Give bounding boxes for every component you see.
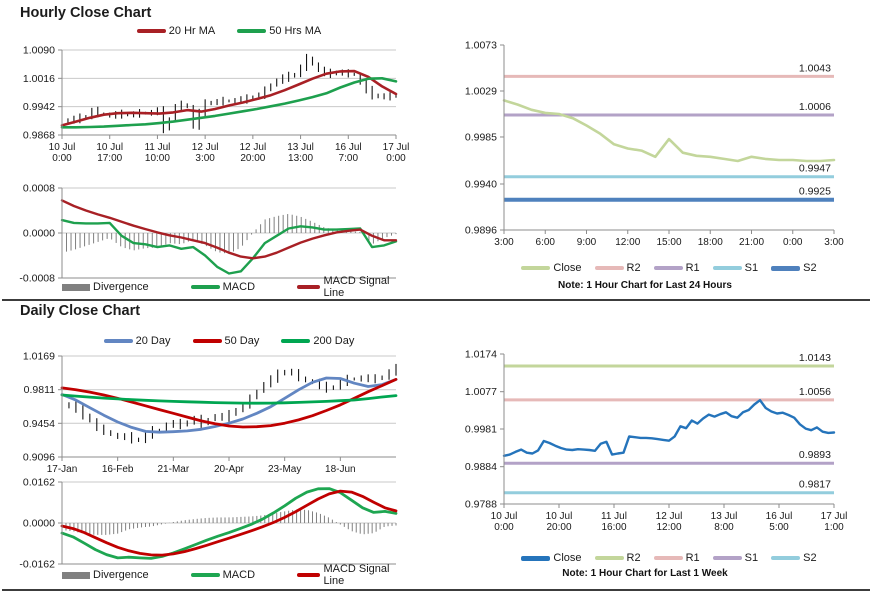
- line-swatch-icon: [521, 556, 550, 561]
- x-tick-label: 11 Jul: [601, 511, 627, 522]
- x-tick-label: 11 Jul: [144, 142, 171, 153]
- line-swatch-icon: [237, 29, 266, 33]
- y-tick-label: 1.0073: [464, 39, 497, 52]
- daily-pivot-chart: [465, 349, 847, 534]
- legend-item-close: [521, 552, 581, 564]
- series-close: [504, 400, 834, 456]
- hourly-price-chart: [23, 45, 409, 165]
- y-tick-label: 0.9788: [464, 498, 497, 511]
- legend-label: R2: [626, 262, 641, 274]
- legend-label: MACD: [222, 569, 256, 581]
- x-tick-label: 10 Jul: [48, 142, 76, 153]
- series-20-day: [62, 378, 396, 432]
- legend-item-macd-signal-line: [297, 275, 396, 299]
- legend-item-divergence: [62, 281, 149, 293]
- y-tick-label: 0.9884: [464, 461, 497, 474]
- line-swatch-icon: [595, 266, 624, 270]
- series-20-hr-ma: [62, 71, 396, 125]
- line-swatch-icon: [137, 29, 166, 33]
- legend-label: 50 Hrs MA: [269, 25, 322, 37]
- legend-label: S2: [803, 262, 817, 274]
- line-swatch-icon: [191, 285, 220, 289]
- y-tick-label: 1.0016: [22, 72, 55, 85]
- hourly-pivot-legend: [504, 261, 834, 275]
- x-tick-label: 10 Jul: [96, 142, 124, 153]
- legend-item-close: [521, 262, 581, 274]
- x-tick-label: 15:00: [656, 237, 682, 248]
- pivot-label-S2: 0.9925: [798, 185, 831, 198]
- daily-section-title: Daily Close Chart: [20, 303, 141, 319]
- daily-macd-chart: [19, 477, 396, 571]
- y-tick-label: 1.0174: [464, 348, 497, 361]
- y-tick-label: -0.0008: [19, 272, 55, 285]
- legend-item-r2: [595, 552, 641, 564]
- daily-macd-legend: [62, 563, 396, 587]
- y-tick-label: 0.0000: [22, 517, 55, 530]
- hourly-ma-legend: [62, 24, 396, 38]
- legend-item-200-day: [281, 335, 354, 347]
- bar-swatch-icon: [62, 572, 90, 579]
- hourly-macd-legend: [62, 275, 396, 299]
- y-tick-label: 1.0169: [22, 350, 55, 363]
- x-tick-label: 0:00: [52, 153, 72, 164]
- y-tick-label: 0.9896: [464, 224, 497, 237]
- daily-pivot-legend: [504, 551, 834, 565]
- series-50-hrs-ma: [62, 78, 396, 127]
- x-tick-label: 18-Jun: [325, 464, 356, 475]
- x-tick-label: 17 Jul: [820, 511, 848, 522]
- x-tick-label: 13 Jul: [287, 142, 314, 153]
- x-tick-label: 10 Jul: [545, 511, 573, 522]
- line-swatch-icon: [193, 339, 222, 343]
- x-tick-label: 13 Jul: [710, 511, 738, 522]
- legend-label: Close: [553, 552, 582, 564]
- y-tick-label: 0.0000: [22, 227, 55, 240]
- line-swatch-icon: [281, 339, 310, 343]
- y-tick-label: -0.0162: [19, 558, 55, 571]
- pivot-label-R2: 1.0043: [798, 62, 831, 75]
- x-tick-label: 3:00: [494, 237, 514, 248]
- x-tick-label: 16-Feb: [101, 464, 134, 475]
- legend-label: 200 Day: [313, 335, 355, 347]
- x-tick-label: 23-May: [267, 464, 302, 475]
- x-tick-label: 0:00: [386, 153, 406, 164]
- x-tick-label: 12:00: [615, 237, 641, 248]
- legend-label: MACD Signal Line: [323, 563, 390, 587]
- line-swatch-icon: [654, 556, 683, 560]
- legend-label: S1: [744, 552, 759, 564]
- y-tick-label: 0.9985: [464, 131, 497, 144]
- line-swatch-icon: [713, 556, 742, 560]
- y-tick-label: 0.9868: [22, 129, 55, 142]
- x-tick-label: 20-Apr: [213, 464, 245, 475]
- x-tick-label: 13:00: [288, 153, 314, 164]
- line-swatch-icon: [713, 266, 742, 270]
- line-swatch-icon: [521, 266, 550, 270]
- legend-label: 20 Hr MA: [168, 25, 216, 37]
- legend-item-s2: [771, 552, 816, 564]
- x-tick-label: 16 Jul: [765, 511, 793, 522]
- legend-label: R1: [685, 262, 700, 274]
- y-tick-label: 0.9811: [23, 384, 55, 397]
- bar-swatch-icon: [62, 284, 90, 291]
- legend-label: MACD Signal Line: [323, 275, 390, 299]
- daily-pivot-note: Note: 1 Hour Chart for Last 1 Week: [562, 568, 728, 579]
- legend-item-s2: [771, 262, 816, 274]
- legend-item-macd: [191, 281, 255, 293]
- x-tick-label: 10 Jul: [490, 511, 518, 522]
- x-tick-label: 3:00: [195, 153, 215, 164]
- x-tick-label: 0:00: [783, 237, 803, 248]
- legend-label: 50 Day: [224, 335, 260, 347]
- x-tick-label: 18:00: [697, 237, 723, 248]
- legend-item-r1: [654, 552, 700, 564]
- y-tick-label: 1.0077: [464, 386, 497, 399]
- hourly-pivot-note: Note: 1 Hour Chart for Last 24 Hours: [558, 280, 732, 291]
- x-tick-label: 21-Mar: [157, 464, 190, 475]
- x-tick-label: 17 Jul: [382, 142, 410, 153]
- legend-label: R2: [626, 552, 641, 564]
- x-tick-label: 20:00: [240, 153, 266, 164]
- y-tick-label: 0.9454: [22, 417, 55, 430]
- legend-item-divergence: [62, 569, 149, 581]
- legend-label: MACD: [222, 281, 256, 293]
- hourly-macd-chart: [19, 183, 396, 285]
- legend-label: Divergence: [93, 281, 149, 293]
- legend-label: Close: [553, 262, 582, 274]
- line-swatch-icon: [654, 266, 683, 270]
- line-swatch-icon: [191, 573, 220, 577]
- pivot-label-S2: 0.9817: [798, 478, 831, 491]
- x-tick-label: 10:00: [144, 153, 170, 164]
- pivot-label-R2: 1.0143: [798, 352, 831, 365]
- legend-item-s1: [713, 552, 758, 564]
- y-tick-label: 0.0008: [22, 182, 55, 195]
- y-tick-label: 1.0029: [464, 85, 497, 98]
- y-tick-label: 0.9981: [464, 423, 497, 436]
- pivot-label-S1: 0.9893: [798, 449, 831, 462]
- line-swatch-icon: [297, 573, 320, 577]
- legend-label: 20 Day: [135, 335, 171, 347]
- x-tick-label: 6:00: [535, 237, 555, 248]
- x-tick-label: 8:00: [714, 522, 734, 533]
- line-swatch-icon: [771, 266, 800, 271]
- pivot-label-R1: 1.0056: [798, 385, 831, 398]
- legend-item-r2: [595, 262, 641, 274]
- legend-item-r1: [654, 262, 700, 274]
- x-tick-label: 5:00: [769, 522, 789, 533]
- line-swatch-icon: [297, 285, 320, 289]
- line-swatch-icon: [771, 556, 800, 560]
- x-tick-label: 12 Jul: [239, 142, 267, 153]
- legend-item-macd: [191, 569, 255, 581]
- x-tick-label: 0:00: [494, 522, 514, 533]
- y-tick-label: 0.0162: [22, 476, 55, 489]
- y-tick-label: 0.9942: [22, 101, 55, 114]
- x-tick-label: 12:00: [656, 522, 682, 533]
- pivot-label-R1: 1.0006: [798, 101, 831, 114]
- x-tick-label: 9:00: [576, 237, 597, 248]
- x-tick-label: 21:00: [738, 237, 765, 248]
- x-tick-label: 17-Jan: [46, 464, 78, 475]
- legend-item-20-day: [104, 335, 171, 347]
- line-swatch-icon: [104, 339, 133, 343]
- x-tick-label: 3:00: [824, 237, 844, 248]
- legend-label: R1: [685, 552, 700, 564]
- legend-item-50-hrs-ma: [237, 25, 321, 37]
- x-tick-label: 16:00: [601, 522, 627, 533]
- hourly-section-title: Hourly Close Chart: [20, 5, 152, 21]
- legend-item-s1: [713, 262, 758, 274]
- y-tick-label: 0.9940: [464, 178, 497, 191]
- x-tick-label: 20:00: [546, 522, 572, 533]
- legend-label: S2: [803, 552, 817, 564]
- x-tick-label: 1:00: [824, 522, 844, 533]
- x-tick-label: 7:00: [338, 153, 359, 164]
- x-tick-label: 12 Jul: [655, 511, 683, 522]
- hourly-pivot-chart: [465, 40, 844, 249]
- series-close: [504, 100, 834, 161]
- y-tick-label: 0.9096: [22, 451, 55, 464]
- y-tick-label: 1.0090: [22, 44, 55, 57]
- legend-label: S1: [744, 262, 759, 274]
- x-tick-label: 16 Jul: [334, 142, 362, 153]
- pivot-label-S1: 0.9947: [798, 162, 831, 175]
- x-tick-label: 12 Jul: [191, 142, 219, 153]
- line-swatch-icon: [595, 556, 624, 560]
- daily-ma-legend: [62, 334, 396, 348]
- legend-item-50-day: [193, 335, 260, 347]
- daily-price-chart: [23, 351, 396, 476]
- legend-item-macd-signal-line: [297, 563, 396, 587]
- x-tick-label: 17:00: [97, 153, 123, 164]
- legend-label: Divergence: [93, 569, 149, 581]
- legend-item-20-hr-ma: [137, 25, 215, 37]
